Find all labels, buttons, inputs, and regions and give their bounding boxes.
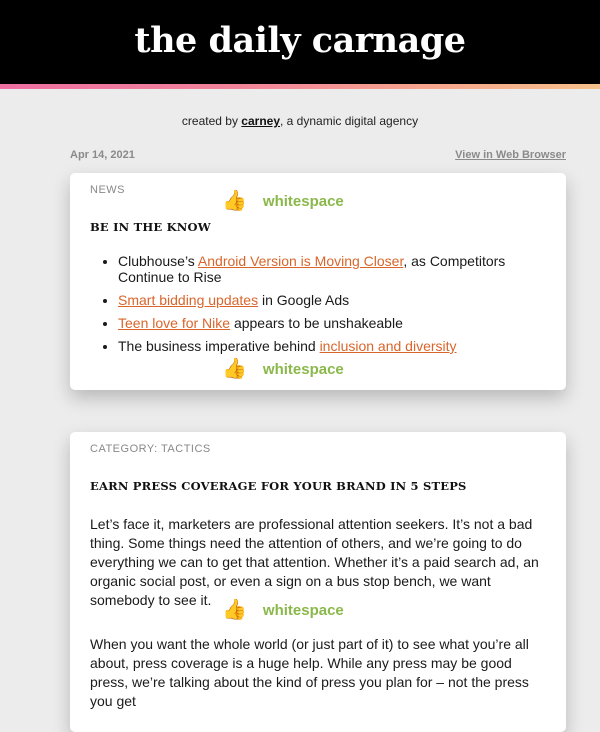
whitespace-label: whitespace <box>262 360 344 378</box>
tactics-paragraph-1: Let’s face it, marketers are professional attention seekers. It’s not a bad thing. Some things need the attention of others, and we’re going to do everything we can to get that attention. Whether it’s a paid search ad, an organic social post, or even a sign on a bus stop bench, we want somebody to see it. <box>90 516 539 608</box>
whitespace-marker <box>222 359 344 379</box>
masthead-gradient-stripe <box>0 84 600 89</box>
masthead <box>0 0 600 89</box>
tagline-suffix: , a dynamic digital agency <box>280 114 419 128</box>
meta-row <box>70 149 566 161</box>
whitespace-label: whitespace <box>262 601 344 619</box>
tagline-prefix: created by <box>181 114 242 128</box>
tactics-heading: EARN PRESS COVERAGE FOR YOUR BRAND IN 5 STEPS <box>90 479 467 493</box>
tactics-paragraph-2: When you want the whole world (or just part of it) to see what you’re all about, press coverage is a huge help. While any press may be good press, we’re talking about the kind of press you plan for – not the press you get <box>90 636 529 709</box>
view-in-browser-link[interactable]: View in Web Browser <box>455 149 566 161</box>
thumbs-up-icon: 👍 <box>222 190 247 212</box>
list-item: • Clubhouse’s Android Version is Moving Closer, as Competitors Continue to Rise <box>118 253 536 285</box>
tagline <box>0 114 600 128</box>
list-item: • The business imperative behind inclusion and diversity <box>118 338 536 354</box>
news-eyebrow: NEWS <box>90 184 125 196</box>
tactics-card <box>70 432 566 732</box>
news-list <box>90 253 536 361</box>
list-item: • Teen love for Nike appears to be unshakeable <box>118 315 536 331</box>
news-heading: BE IN THE KNOW <box>90 220 211 234</box>
news-link[interactable]: inclusion and diversity <box>319 338 457 354</box>
whitespace-marker <box>222 191 344 211</box>
brand-link[interactable]: carney <box>241 114 280 128</box>
news-link[interactable]: Android Version is Moving Closer <box>197 253 404 269</box>
news-link[interactable]: Smart bidding updates <box>118 292 259 308</box>
news-link[interactable]: Teen love for Nike <box>118 315 231 331</box>
thumbs-up-icon: 👍 <box>222 358 247 380</box>
tactics-eyebrow: CATEGORY: TACTICS <box>90 443 211 455</box>
whitespace-marker <box>222 600 344 620</box>
thumbs-up-icon: 👍 <box>222 599 247 621</box>
list-item: • Smart bidding updates in Google Ads <box>118 292 536 308</box>
issue-date: Apr 14, 2021 <box>70 149 135 161</box>
whitespace-label: whitespace <box>262 192 344 210</box>
masthead-title: the daily carnage <box>134 20 466 61</box>
news-card <box>70 173 566 390</box>
